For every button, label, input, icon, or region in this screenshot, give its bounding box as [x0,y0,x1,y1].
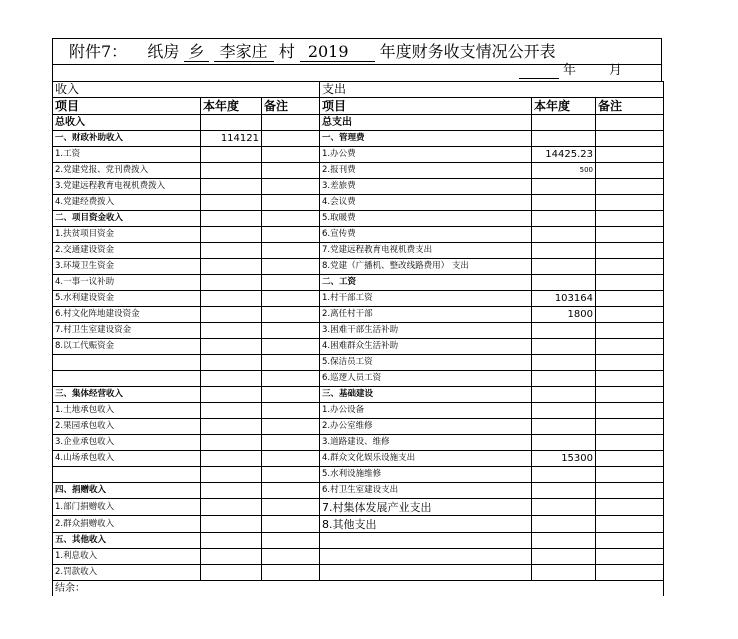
income-item: 五、其他收入 [53,533,201,549]
income-note [262,565,320,581]
income-note [262,195,320,211]
header-amount: 本年度 [201,98,262,115]
income-amount: 114121 [201,131,262,147]
income-amount [201,163,262,179]
title-xiang: 乡 [184,43,208,62]
expense-note [596,451,664,467]
table-row [53,275,664,291]
table-row [53,435,664,451]
table-row [53,131,664,147]
table-row [53,499,664,516]
expense-note [596,467,664,483]
expense-note [596,339,664,355]
income-amount [201,533,262,549]
expense-amount [532,533,596,549]
expense-note [596,163,664,179]
expense-item: 4.群众文化娱乐设施支出 [320,451,532,467]
income-note [262,323,320,339]
expense-item: 1.办公费 [320,147,532,163]
expense-amount [532,467,596,483]
expense-amount [532,195,596,211]
expense-item [320,533,532,549]
income-note [262,227,320,243]
income-note [262,291,320,307]
table-row [53,195,664,211]
expense-amount [532,227,596,243]
income-note [262,533,320,549]
expense-item: 3.差旅费 [320,179,532,195]
expense-amount: 103164 [532,291,596,307]
expense-amount [532,339,596,355]
income-note [262,179,320,195]
expense-item [320,549,532,565]
table-row [53,147,664,163]
expense-item: 3.困难干部生活补助 [320,323,532,339]
income-amount [201,259,262,275]
expense-note [596,419,664,435]
income-item: 二、项目资金收入 [53,211,201,227]
income-amount [201,371,262,387]
income-amount [201,516,262,533]
finance-sheet [52,38,662,596]
expense-amount [532,387,596,403]
income-note [262,307,320,323]
expense-amount [532,516,596,533]
table-row [53,549,664,565]
expense-amount [532,499,596,516]
income-item: 4.一事一议补助 [53,275,201,291]
title-cun: 村 [278,42,295,61]
expense-item: 三、基础建设 [320,387,532,403]
income-amount [201,307,262,323]
income-note [262,467,320,483]
date-year-label: 年 [563,63,577,78]
income-note [262,403,320,419]
date-month-label: 月 [609,63,623,78]
expense-note [596,549,664,565]
title-village: 李家庄 [214,43,274,62]
expense-item: 一、管理费 [320,131,532,147]
expense-item: 6.宣传费 [320,227,532,243]
income-amount [201,565,262,581]
balance-row [53,581,664,597]
income-amount [201,435,262,451]
expense-label: 支出 [320,82,664,98]
table-row [53,565,664,581]
expense-item: 5.水利设施维修 [320,467,532,483]
expense-amount [532,565,596,581]
income-item: 3.党建远程教育电视机费拨入 [53,179,201,195]
table-row [53,179,664,195]
expense-item: 7.村集体发展产业支出 [320,499,532,516]
expense-note [596,131,664,147]
expense-amount: 1800 [532,307,596,323]
header-note: 备注 [262,98,320,115]
expense-item: 2.报刊费 [320,163,532,179]
expense-item: 6.村卫生室建设支出 [320,483,532,499]
income-note [262,549,320,565]
expense-note [596,195,664,211]
income-note [262,516,320,533]
income-item: 一、财政补助收入 [53,131,201,147]
income-item [53,467,201,483]
income-note [262,435,320,451]
income-note [262,483,320,499]
title-township: 纸房 [147,42,180,61]
header-amount-2: 本年度 [532,98,596,115]
totals-row [53,115,664,131]
table-row [53,291,664,307]
table-row [53,451,664,467]
table-row [53,339,664,355]
income-item: 1.利息收入 [53,549,201,565]
expense-note [596,323,664,339]
income-item: 4.山场承包收入 [53,451,201,467]
income-amount [201,419,262,435]
income-amount [201,387,262,403]
income-amount [201,499,262,516]
income-item: 3.环境卫生资金 [53,259,201,275]
expense-amount [532,483,596,499]
expense-item: 7.党建远程教育电视机费支出 [320,243,532,259]
expense-amount [532,403,596,419]
expense-item: 4.会议费 [320,195,532,211]
income-note [262,147,320,163]
income-item: 四、捐赠收入 [53,483,201,499]
income-note [262,355,320,371]
sheet-title [52,38,662,64]
income-amount [201,243,262,259]
table-row [53,307,664,323]
expense-note [596,499,664,516]
income-item: 三、集体经营收入 [53,387,201,403]
title-suffix: 年度财务收支情况公开表 [379,42,556,61]
income-note [262,371,320,387]
table-row [53,243,664,259]
income-item: 3.企业承包收入 [53,435,201,451]
date-underline [519,78,559,79]
expense-amount [532,243,596,259]
expense-amount [532,419,596,435]
table-row [53,483,664,499]
income-item: 5.水利建设资金 [53,291,201,307]
income-item: 8.以工代赈资金 [53,339,201,355]
income-amount [201,355,262,371]
expense-note [596,307,664,323]
expense-item: 3.道路建设、维修 [320,435,532,451]
income-amount [201,467,262,483]
expense-note [596,371,664,387]
expense-item: 5.保洁员工资 [320,355,532,371]
expense-amount [532,275,596,291]
income-amount [201,483,262,499]
table-row [53,355,664,371]
date-row [52,64,662,81]
expense-note [596,355,664,371]
income-amount [201,549,262,565]
table-row [53,419,664,435]
income-note [262,163,320,179]
income-item: 2.党建党报、党刊费拨入 [53,163,201,179]
income-note [262,275,320,291]
table-row [53,467,664,483]
income-amount [201,195,262,211]
expense-item [320,565,532,581]
expense-note [596,435,664,451]
expense-note [596,533,664,549]
income-amount [201,179,262,195]
expense-note [596,275,664,291]
expense-amount: 500 [532,163,596,179]
expense-amount [532,179,596,195]
expense-amount [532,371,596,387]
income-amount [201,147,262,163]
income-item: 2.果园承包收入 [53,419,201,435]
income-note [262,387,320,403]
section-row [53,82,664,98]
income-note [262,211,320,227]
income-item: 1.扶贫项目资金 [53,227,201,243]
expense-item: 2.离任村干部 [320,307,532,323]
income-amount [201,403,262,419]
table-row [53,403,664,419]
income-item [53,371,201,387]
table-row [53,259,664,275]
expense-item: 1.村干部工资 [320,291,532,307]
balance-label: 结余： [53,581,664,597]
table-row [53,371,664,387]
header-note-2: 备注 [596,98,664,115]
header-item: 项目 [53,98,201,115]
income-item: 2.群众捐赠收入 [53,516,201,533]
table-row [53,227,664,243]
title-year: 2019 [300,43,375,62]
expense-item: 5.取暖费 [320,211,532,227]
expense-amount: 14425.23 [532,147,596,163]
expense-amount [532,211,596,227]
title-prefix: 附件7： [69,42,128,61]
expense-amount [532,355,596,371]
expense-item: 8.党建（广播机、整改线路费用） 支出 [320,259,532,275]
total-expense: 总支出 [320,115,532,131]
expense-amount [532,131,596,147]
income-note [262,243,320,259]
expense-item: 二、工资 [320,275,532,291]
expense-item: 1.办公设备 [320,403,532,419]
income-amount [201,339,262,355]
income-item: 1.部门捐赠收入 [53,499,201,516]
income-note [262,339,320,355]
income-amount [201,323,262,339]
income-item: 4.党建经费拨入 [53,195,201,211]
table-row [53,211,664,227]
expense-item: 4.困难群众生活补助 [320,339,532,355]
expense-note [596,483,664,499]
table-row [53,516,664,533]
table-row [53,323,664,339]
income-note [262,419,320,435]
income-item: 2.交通建设资金 [53,243,201,259]
income-amount [201,291,262,307]
table-row [53,533,664,549]
expense-note [596,243,664,259]
total-income: 总收入 [53,115,201,131]
expense-note [596,147,664,163]
expense-amount [532,323,596,339]
header-item-2: 项目 [320,98,532,115]
header-row [53,98,664,115]
income-item: 7.村卫生室建设资金 [53,323,201,339]
income-note [262,451,320,467]
income-amount [201,211,262,227]
expense-amount: 15300 [532,451,596,467]
expense-amount [532,259,596,275]
income-note [262,259,320,275]
finance-table [52,81,664,596]
table-row [53,387,664,403]
income-note [262,131,320,147]
expense-note [596,403,664,419]
expense-note [596,227,664,243]
expense-note [596,565,664,581]
income-note [262,499,320,516]
expense-note [596,516,664,533]
income-amount [201,451,262,467]
income-item: 6.村文化阵地建设资金 [53,307,201,323]
income-label: 收入 [53,82,320,98]
income-item: 2.罚款收入 [53,565,201,581]
expense-note [596,211,664,227]
expense-note [596,179,664,195]
expense-amount [532,549,596,565]
expense-item: 6.巡逻人员工资 [320,371,532,387]
table-row [53,163,664,179]
expense-item: 2.办公室维修 [320,419,532,435]
expense-note [596,259,664,275]
expense-amount [532,435,596,451]
income-item: 1.土地承包收入 [53,403,201,419]
income-amount [201,275,262,291]
income-item: 1.工资 [53,147,201,163]
expense-note [596,291,664,307]
expense-item: 8.其他支出 [320,516,532,533]
income-item [53,355,201,371]
income-amount [201,227,262,243]
expense-note [596,387,664,403]
